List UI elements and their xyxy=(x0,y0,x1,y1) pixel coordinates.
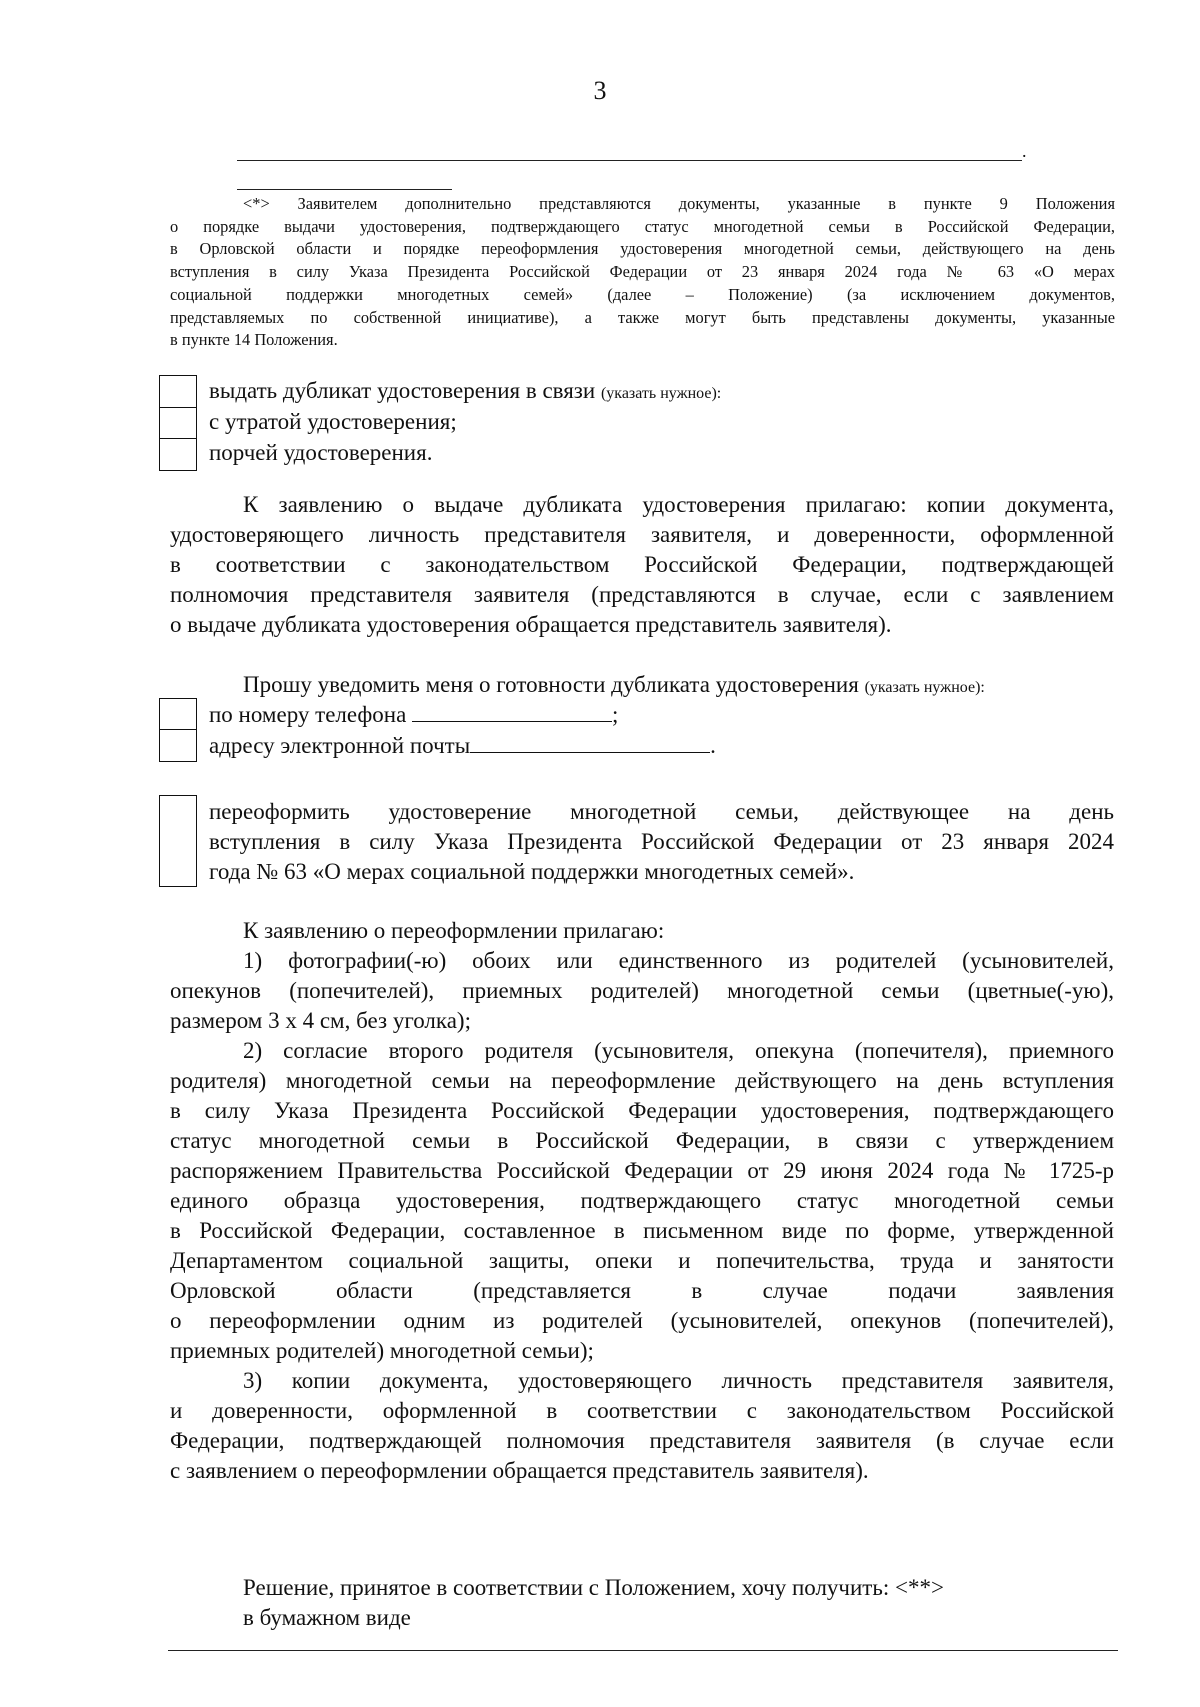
attachment-item-2-line: родителя) многодетной семьи на переоформление действующего на день вступления xyxy=(170,1068,1114,1093)
paragraph-line: полномочия представителя заявителя (представляются в случае, если с заявлением xyxy=(170,582,1114,607)
attachment-item-1-line: размером 3 х 4 см, без уголка); xyxy=(170,1008,471,1033)
paragraph-line: удостоверяющего личность представителя заявителя, и доверенности, оформленной xyxy=(170,522,1114,547)
top-rule xyxy=(237,160,1022,161)
notify-label: Прошу уведомить меня о готовности дубликата удостоверения xyxy=(243,672,859,697)
attachment-item-3-line: и доверенности, оформленной в соответствии с законодательством Российской xyxy=(170,1398,1114,1423)
footnote-line: вступления в силу Указа Президента Российской Федерации от 23 января 2024 года № 63 «О мерах xyxy=(170,262,1115,282)
attachment-item-1-line: опекунов (попечителей), приемных родителей) многодетной семьи (цветные(-ую), xyxy=(170,978,1114,1003)
phone-label: по номеру телефона xyxy=(209,702,407,727)
footnote-line: в Орловской области и порядке переоформления удостоверения многодетной семьи, действующего на день xyxy=(170,239,1115,259)
reissue-attachments-heading: К заявлению о переоформлении прилагаю: xyxy=(243,918,665,943)
decision-format: в бумажном виде xyxy=(243,1605,411,1630)
notify-request xyxy=(243,670,985,703)
damage-label: порчей удостоверения. xyxy=(209,440,433,465)
reissue-attachments xyxy=(170,916,1114,1486)
top-rule-dot: . xyxy=(1022,141,1027,161)
footnote-line: <*> Заявителем дополнительно представляются документы, указанные в пункте 9 Положения xyxy=(243,194,1115,213)
attachment-item-3-line: Федерации, подтверждающей полномочия представителя заявителя (в случае если xyxy=(170,1428,1114,1453)
duplicate-checkbox[interactable] xyxy=(159,375,197,408)
attachment-item-2-line: в Российской Федерации, составленное в письменном виде по форме, утвержденной xyxy=(170,1218,1114,1243)
attachment-item-2-line: Орловской области (представляется в случае подачи заявления xyxy=(170,1278,1114,1303)
reissue-option xyxy=(209,797,1114,887)
bottom-rule xyxy=(168,1650,1118,1651)
duplicate-option xyxy=(209,376,721,409)
footnote-line: представляемых по собственной инициативе), а также могут быть представлены документы, указанные xyxy=(170,307,1115,327)
notify-hint: (указать нужное): xyxy=(864,679,985,696)
damage-checkbox[interactable] xyxy=(159,438,197,471)
attachment-item-3-line: с заявлением о переоформлении обращается представитель заявителя). xyxy=(170,1458,869,1483)
attachment-item-2-line: 2) согласие второго родителя (усыновителя, опекуна (попечителя), приемного xyxy=(243,1038,1114,1063)
attachment-item-2-line: распоряжением Правительства Российской Федерации от 29 июня 2024 года № 1725-р xyxy=(170,1158,1114,1183)
duplicate-hint: (указать нужное): xyxy=(600,385,722,402)
email-input-line[interactable] xyxy=(470,732,710,753)
footnote-line: о порядке выдачи удостоверения, подтверждающего статус многодетной семьи в Российской Федерации, xyxy=(170,216,1115,236)
email-line-end: . xyxy=(710,733,716,758)
phone-option xyxy=(209,700,618,730)
page-number: 3 xyxy=(593,76,607,105)
attachment-item-1-line: 1) фотографии(-ю) обоих или единственного из родителей (усыновителей, xyxy=(243,948,1114,973)
attachment-item-2-line: приемных родителей) многодетной семьи); xyxy=(170,1338,594,1363)
email-option xyxy=(209,731,716,761)
paragraph-line: К заявлению о выдаче дубликата удостоверения прилагаю: копии документа, xyxy=(243,492,1114,517)
attachment-item-2-line: Департаментом социальной защиты, опеки и попечительства, труда и занятости xyxy=(170,1248,1114,1273)
attachment-item-3-line: 3) копии документа, удостоверяющего личность представителя заявителя, xyxy=(243,1368,1114,1393)
duplicate-label: выдать дубликат удостоверения в связи xyxy=(209,378,596,403)
attachment-item-2-line: о переоформлении одним из родителей (усыновителей, опекунов (попечителей), xyxy=(170,1308,1114,1333)
attachment-item-2-line: единого образца удостоверения, подтверждающего статус многодетной семьи xyxy=(170,1188,1114,1213)
footnote xyxy=(170,193,1115,352)
paragraph-line: в соответствии с законодательством Российской Федерации, подтверждающей xyxy=(170,552,1114,577)
attachment-item-2-line: статус многодетной семьи в Российской Федерации, в связи с утверждением xyxy=(170,1128,1114,1153)
email-label: адресу электронной почты xyxy=(209,733,471,758)
reissue-line: переоформить удостоверение многодетной семьи, действующее на день xyxy=(209,799,1114,824)
paragraph-line: о выдаче дубликата удостоверения обращается представитель заявителя). xyxy=(170,612,892,637)
phone-input-line[interactable] xyxy=(412,701,612,722)
attachment-item-2-line: в силу Указа Президента Российской Федерации удостоверения, подтверждающего xyxy=(170,1098,1114,1123)
duplicate-attachments-paragraph xyxy=(170,490,1114,640)
footnote-line: в пункте 14 Положения. xyxy=(170,330,338,350)
loss-checkbox[interactable] xyxy=(159,407,197,439)
loss-label: с утратой удостоверения; xyxy=(209,409,457,434)
phone-checkbox[interactable] xyxy=(159,698,197,730)
decision-line: Решение, принятое в соответствии с Положением, хочу получить: <**> xyxy=(243,1575,944,1600)
reissue-line: года № 63 «О мерах социальной поддержки многодетных семей». xyxy=(209,859,855,884)
reissue-line: вступления в силу Указа Президента Российской Федерации от 23 января 2024 xyxy=(209,829,1114,854)
footnote-line: социальной поддержки многодетных семей» (далее – Положение) (за исключением документов, xyxy=(170,284,1115,304)
phone-line-end: ; xyxy=(612,702,619,727)
email-checkbox[interactable] xyxy=(159,729,197,762)
footnote-separator xyxy=(237,189,452,190)
reissue-checkbox[interactable] xyxy=(159,795,197,887)
